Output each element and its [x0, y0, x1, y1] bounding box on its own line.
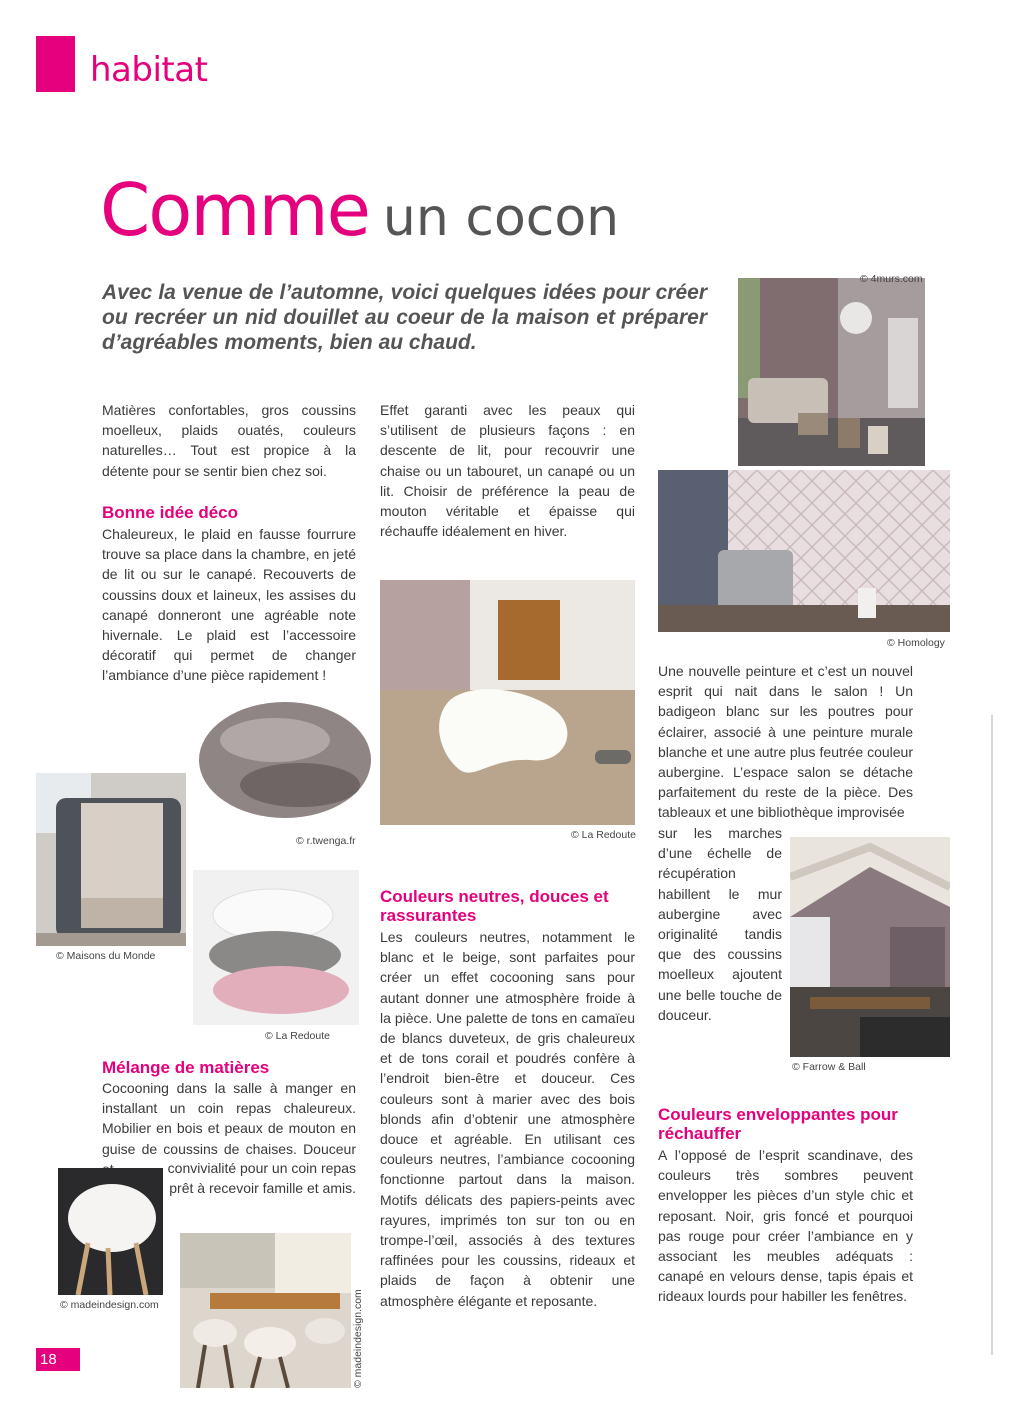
paragraph-couleurs-enveloppantes: A l’opposé de l’esprit scandinave, des couleurs très sombres peuvent envelopper les pièces d’un style chic et reposant. Noir, gris foncé et pourquoi pas rouge pour créer l’ambiance en y associant les meubles adéquats : canapé en velours dense, tapis épais et rideaux lourds pour habiller les fenêtres.: [658, 1147, 913, 1305]
photo-fur-bean-bag: [190, 690, 378, 830]
photo-sheepskin-rug-bedroom: [380, 580, 635, 825]
page-edge-line: [991, 715, 993, 1355]
title-part-1: Comme: [100, 168, 369, 252]
article-title: [100, 168, 619, 252]
photo-attic-living-room: [790, 837, 950, 1057]
paragraph-salon-b: sur les marches d’une échelle de récupération habillent le mur aubergine avec originalité tandis que des coussins moelleux ajoutent une belle touche de douceur.: [658, 825, 782, 1023]
caption-madeindesign-1: © madeindesign.com: [60, 1299, 159, 1311]
caption-4murs: © 4murs.com: [860, 273, 923, 285]
photo-fur-cushions-stack: [193, 870, 359, 1025]
photo-fur-stool: [58, 1168, 163, 1295]
paragraph-melange-a: Cocooning dans la salle à manger en installant un coin repas chaleureux. Mobilier en bois et peaux de mouton en guise de coussins de chaises. Douceur: [102, 1080, 356, 1157]
section-label: habitat: [90, 50, 208, 90]
caption-maisons-du-monde: © Maisons du Monde: [56, 950, 156, 962]
photo-armchair-plaid: [36, 773, 186, 946]
photo-tufted-wall: [658, 470, 950, 632]
caption-farrow-ball: © Farrow & Ball: [792, 1061, 866, 1073]
paragraph-couleurs-neutres: Les couleurs neutres, notamment le blanc et le beige, sont parfaites pour créer un effet cocooning sans pour autant donner une atmosphère froide à la pièce. Une palette de tons en camaïeu de blancs duveteux, de gris chaleureux et de tons corail et poudrés confère à l’endroit bien-être et douceur. Ces couleurs sont à marier avec des bois blonds afin d’obtenir une atmosphère douce et agréable. En utilisant ces couleurs neutres, l’ambiance cocooning fonctionne partout dans la maison. Motifs délicats des papiers-peints avec rayures, imprimés ton sur ton ou en trompe-l’œil, associés à des textures raffinées pour les coussins, rideaux et plaids de façon à obtenir une atmosphère élégante et reposante.: [380, 929, 635, 1309]
heading-bonne-idee-deco: Bonne idée déco: [102, 503, 239, 522]
photo-living-room-grey: [738, 278, 925, 466]
page-number: 18: [36, 1348, 80, 1371]
caption-la-redoute-2: © La Redoute: [265, 1030, 330, 1042]
heading-couleurs-neutres: Couleurs neutres, douces et rassurantes: [380, 887, 609, 925]
paragraph-peaux: Effet garanti avec les peaux qui s’utilisent de plusieurs façons : en descente de lit, pour recouvrir une chaise ou un tabouret, un canapé ou un lit. Choisir de préférence la peau de mouton véritable et épaisse qui réchauffe idéalement en hiver.: [380, 402, 635, 540]
paragraph-bonne-idee-deco: Chaleureux, le plaid en fausse fourrure trouve sa place dans la chambre, en jeté de lit ou sur le canapé. Recouverts de coussins doux et laineux, les assises du canapé donneront une agréable note hivernale. Le plaid est l’accessoire décoratif qui permet de changer l’ambiance d’une pièce rapidement !: [102, 526, 356, 684]
heading-melange-de-matieres: Mélange de matières: [102, 1058, 270, 1077]
heading-couleurs-enveloppantes: Couleurs enveloppantes pour réchauffer: [658, 1105, 898, 1143]
paragraph-salon-a: Une nouvelle peinture et c’est un nouvel esprit qui nait dans le salon ! Un badigeon blanc sur les poutres pour éclairer, associé à une peinture murale blanche et une autre plus feutrée couleur aubergine. L’espace salon se détache parfaitement du reste de la pièce. Des tableaux et une bibliothèque improvisée: [658, 663, 913, 821]
section-color-block: [36, 36, 75, 92]
intro-paragraph: Matières confortables, gros coussins moelleux, plaids ouatés, couleurs naturelles… Tout est propice à la détente pour se sentir bien chez soi.: [102, 402, 356, 479]
lead-paragraph: Avec la venue de l’automne, voici quelques idées pour créer ou recréer un nid douillet au coeur de la maison et préparer d’agréables moments, bien au chaud.: [102, 281, 707, 354]
caption-twenga: © r.twenga.fr: [296, 835, 356, 847]
paragraph-melange-b: convivialité pour un coin repas prêt à recevoir famille et amis.: [167, 1160, 356, 1197]
title-part-2: un cocon: [382, 188, 620, 248]
caption-homology: © Homology: [887, 637, 945, 649]
photo-dining-fur-stools: [180, 1233, 351, 1388]
caption-la-redoute-1: © La Redoute: [571, 829, 636, 841]
caption-madeindesign-2: © madeindesign.com: [352, 1289, 364, 1388]
